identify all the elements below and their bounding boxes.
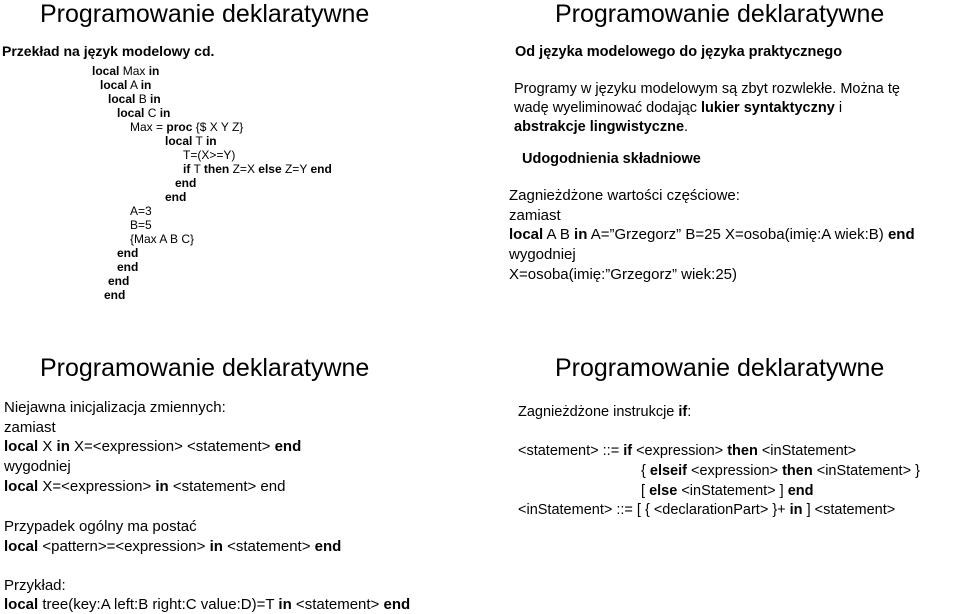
code-line: local <pattern>=<expression> in <statement> end (4, 538, 342, 555)
code-line: local T in (165, 134, 217, 148)
code-line: end (175, 176, 197, 190)
code-line: local A in (100, 78, 152, 92)
code-line: local X in X=<expression> <statement> end (4, 438, 302, 455)
slide-4-title: Programowanie deklaratywne (555, 354, 885, 382)
grammar-line: { elseif <expression> then <inStatement> } (641, 463, 920, 479)
code-line: local B in (108, 92, 161, 106)
code-line: local Max in (92, 64, 160, 78)
text-line: Przykład: (4, 577, 66, 594)
code-line: {Max A B C} (130, 232, 195, 246)
code-line: Max = proc {$ X Y Z} (130, 120, 244, 134)
code-line: end (104, 289, 126, 300)
code-line: T=(X>=Y) (183, 148, 236, 162)
paragraph-line: abstrakcje lingwistyczne. (514, 119, 689, 135)
code-line: B=5 (130, 218, 152, 232)
code-line: end (117, 246, 139, 260)
text-line: Zagnieżdżone instrukcje if: (518, 404, 692, 420)
slide-2-heading: Od języka modelowego do języka praktycznego (515, 44, 843, 60)
paragraph-line: wadę wyeliminować dodając lukier syntaktyczny i (514, 100, 843, 116)
grammar-line: <inStatement> ::= [ { <declarationPart> }+ in ] <statement> (518, 502, 896, 518)
code-line: end (165, 190, 187, 204)
grammar-line: [ else <inStatement> ] end (641, 483, 814, 499)
example-line: X=osoba(imię:”Grzegorz” wiek:25) (509, 266, 737, 283)
slide-1-title: Programowanie deklaratywne (40, 0, 370, 28)
grammar-line: <statement> ::= if <expression> then <inStatement> (518, 443, 857, 459)
better-label: wygodniej (509, 246, 576, 263)
code-line: local C in (117, 106, 171, 120)
slide-1-heading: Przekład na język modelowy cd. (2, 43, 215, 59)
example-line: local A B in A=”Grzegorz” B=25 X=osoba(imię:A wiek:B) end (509, 226, 915, 243)
slide-3-title: Programowanie deklaratywne (40, 354, 370, 382)
code-line: end (108, 274, 130, 288)
text-line: Przypadek ogólny ma postać (4, 518, 197, 535)
code-line: if T then Z=X else Z=Y end (183, 162, 332, 176)
text-line: Niejawna inicjalizacja zmiennych: (4, 399, 226, 416)
text-line: zamiast (4, 419, 56, 436)
code-line: local tree(key:A left:B right:C value:D)=T in <statement> end (4, 596, 411, 613)
code-line: A=3 (130, 204, 152, 218)
text-line: wygodniej (4, 458, 71, 475)
slide-2-title: Programowanie deklaratywne (555, 0, 885, 28)
instead-label: zamiast (509, 207, 561, 224)
code-line: end (117, 260, 139, 274)
nested-title: Zagnieżdżone wartości częściowe: (509, 187, 740, 204)
slide-2-subheading: Udogodnienia składniowe (522, 151, 701, 167)
paragraph-line: Programy w języku modelowym są zbyt rozwlekłe. Można tę (514, 81, 900, 97)
code-line: local X=<expression> in <statement> end (4, 478, 286, 495)
